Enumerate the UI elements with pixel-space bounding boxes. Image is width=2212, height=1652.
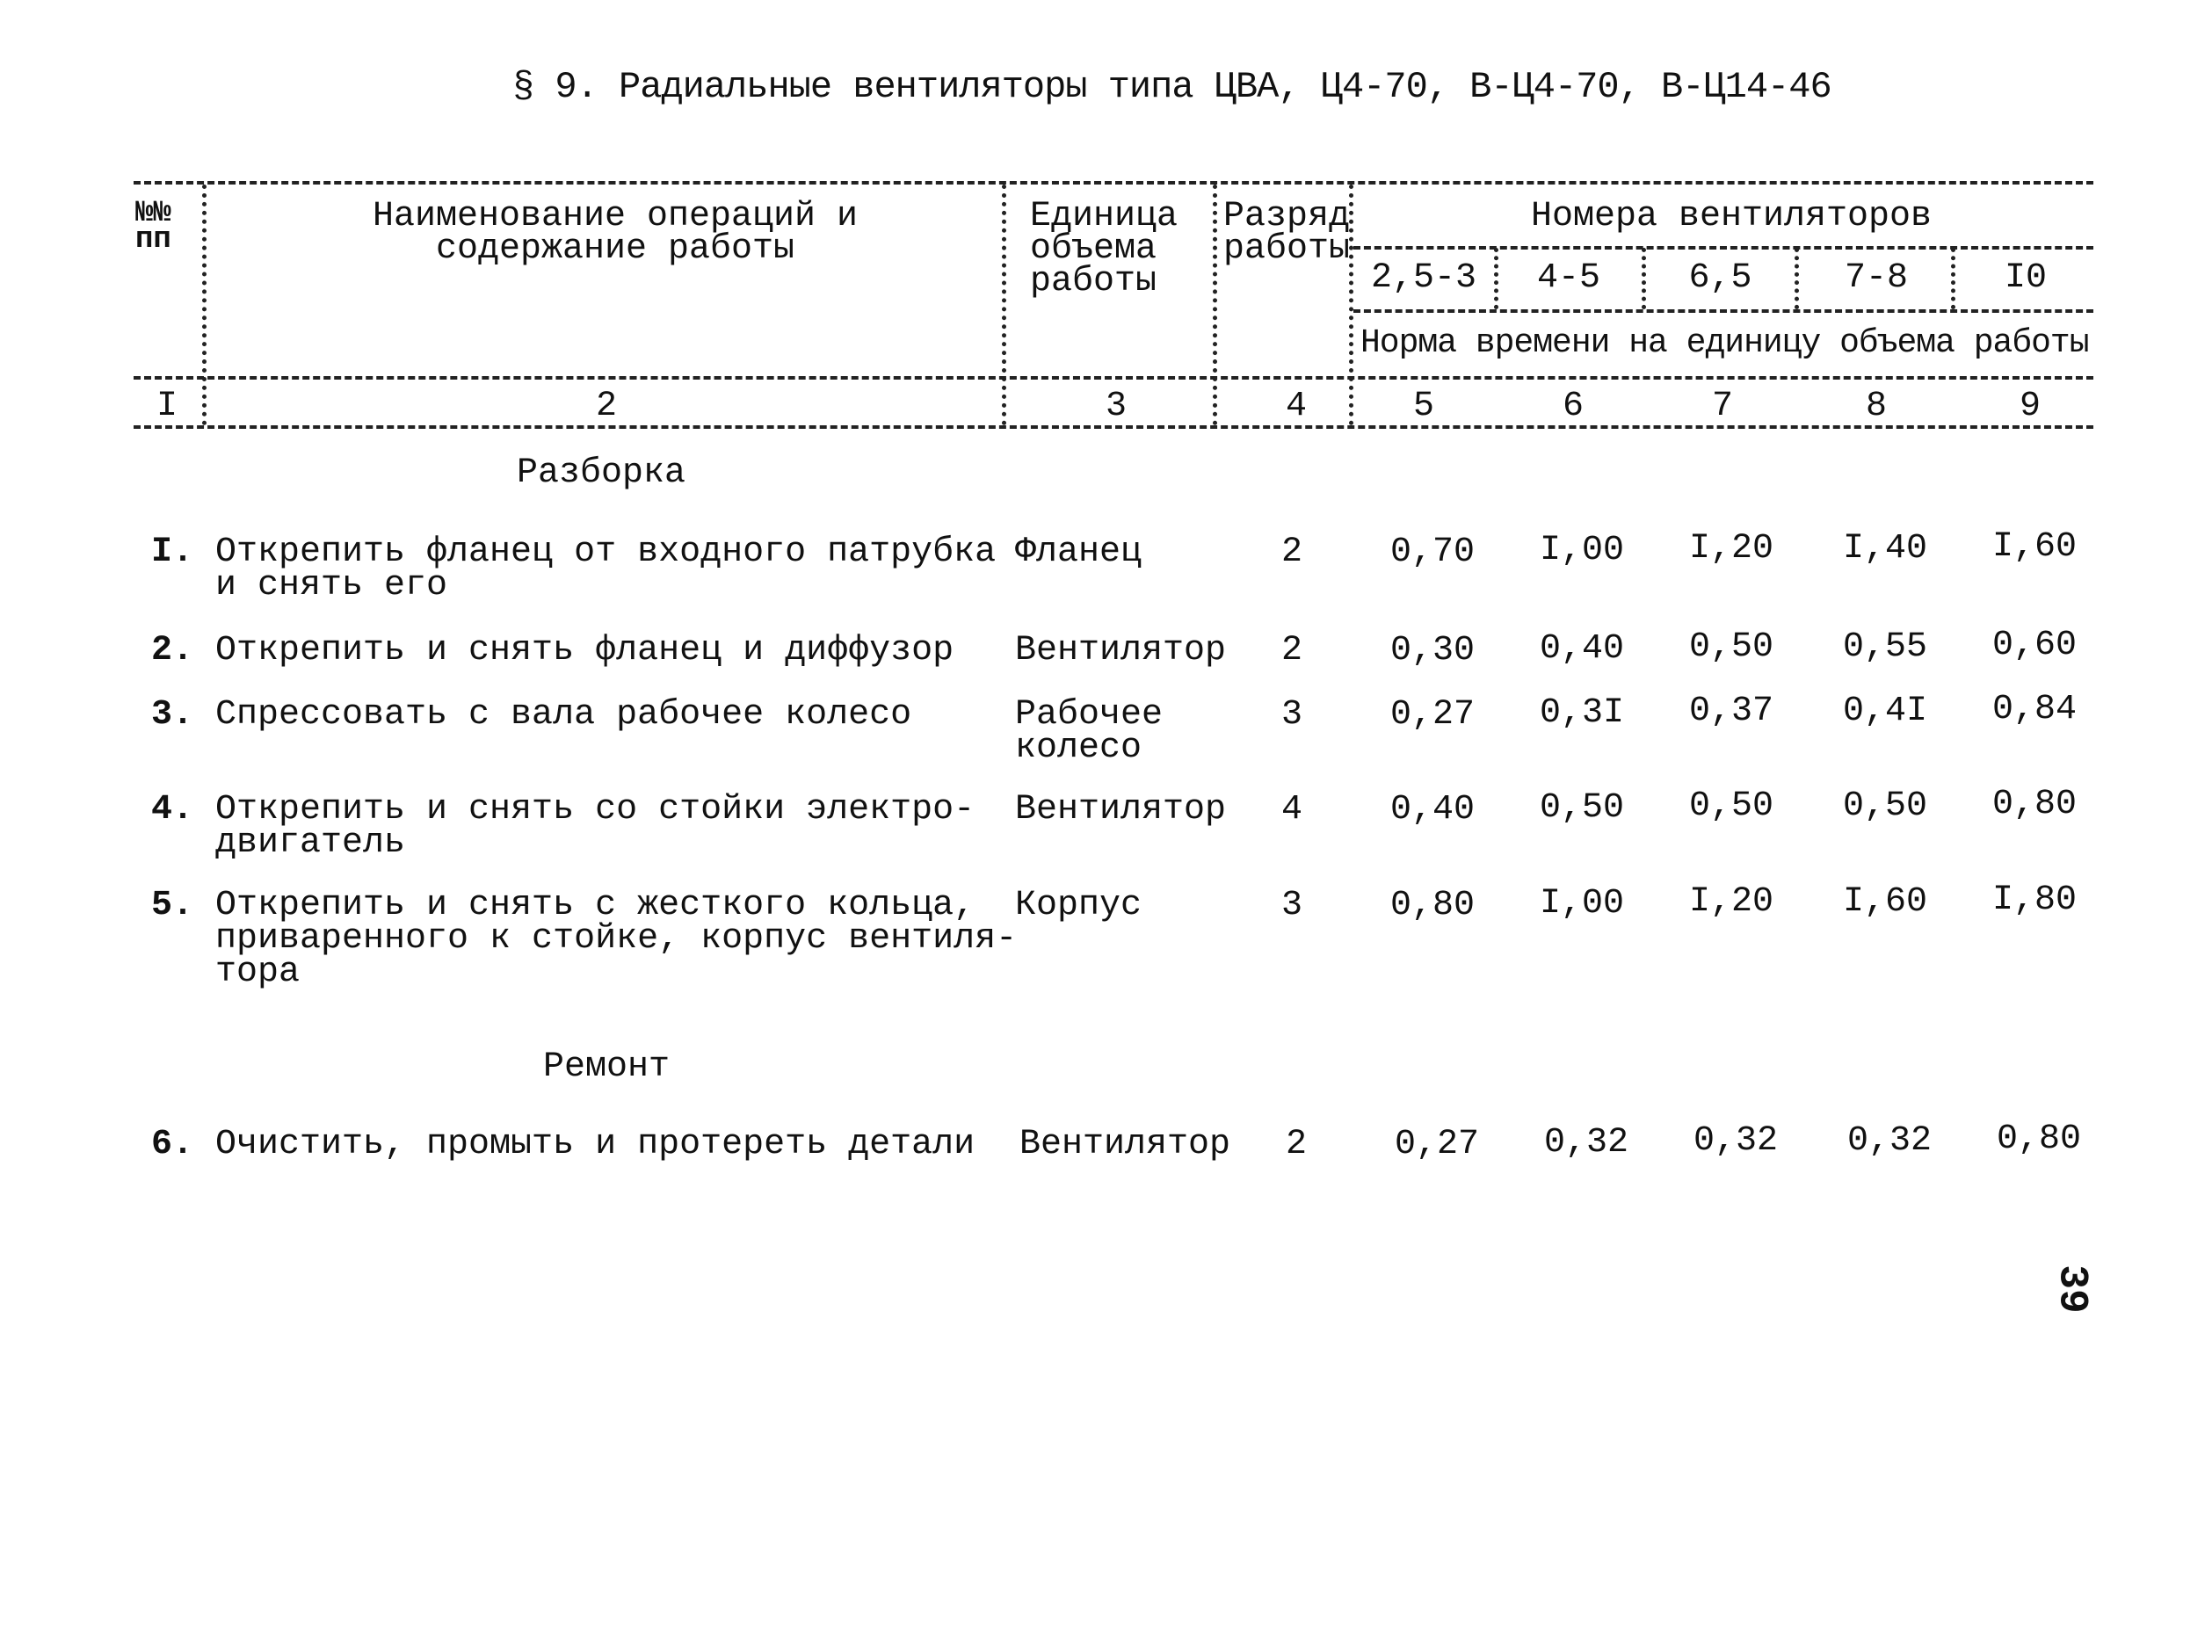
- index-7: 7: [1711, 387, 1733, 426]
- header-fan-1: 2,5-3: [1370, 258, 1477, 298]
- row-3-grade: 3: [1280, 695, 1302, 735]
- row-3-unit-line-2: колесо: [1015, 728, 1142, 768]
- row-3-value-2: 0,3I: [1539, 693, 1624, 733]
- row-4-value-3: 0,50: [1688, 786, 1773, 826]
- index-3: 3: [1105, 387, 1127, 426]
- row-1-value-4: I,40: [1842, 529, 1927, 569]
- header-fan-2: 4-5: [1536, 258, 1600, 298]
- col-separator-5: [1494, 248, 1498, 309]
- row-5-value-3: I,20: [1688, 882, 1773, 922]
- row-6-value-4: 0,32: [1846, 1121, 1932, 1161]
- row-5-name-line-2: приваренного к стойке, корпус вентиля-: [215, 919, 1018, 959]
- index-9: 9: [2019, 387, 2041, 426]
- row-4-grade: 4: [1280, 790, 1302, 830]
- row-3-value-4: 0,4I: [1842, 692, 1927, 731]
- row-4-value-4: 0,50: [1842, 786, 1927, 826]
- section-title-repair: Ремонт: [543, 1047, 671, 1087]
- row-2-value-2: 0,40: [1539, 629, 1624, 669]
- row-4-num: 4.: [151, 790, 194, 830]
- header-num: №№ пп: [135, 197, 171, 257]
- page-number: 39: [2049, 1264, 2095, 1314]
- row-5-grade: 3: [1280, 886, 1302, 925]
- row-6-value-5: 0,80: [1996, 1119, 2081, 1159]
- row-1-grade: 2: [1280, 533, 1302, 572]
- row-2-unit: Вентилятор: [1015, 631, 1227, 670]
- row-3-value-5: 0,84: [1991, 690, 2077, 729]
- row-2-num: 2.: [151, 631, 194, 670]
- section-title-disassembly: Разборка: [517, 453, 686, 493]
- header-bottom-rule: [134, 376, 2093, 380]
- row-1-name-line-1: Открепить фланец от входного патрубка: [215, 533, 997, 572]
- row-1-value-5: I,60: [1991, 527, 2077, 567]
- index-4: 4: [1285, 387, 1307, 426]
- row-2-value-5: 0,60: [1991, 626, 2077, 665]
- row-3-value-3: 0,37: [1688, 692, 1773, 731]
- row-6-grade: 2: [1285, 1125, 1307, 1164]
- row-1-value-3: I,20: [1688, 529, 1773, 569]
- row-6-value-3: 0,32: [1693, 1121, 1778, 1161]
- row-4-value-5: 0,80: [1991, 785, 2077, 824]
- page-title: § 9. Радиальные вентиляторы типа ЦВА, Ц4-70, В-Ц4-70, В-Ц14-46: [512, 66, 1831, 108]
- row-2-value-1: 0,30: [1389, 631, 1475, 670]
- row-5-value-5: I,80: [1991, 880, 2077, 920]
- header-fan-3: 6,5: [1688, 258, 1752, 298]
- col-separator-6: [1642, 248, 1646, 309]
- header-norm: Норма времени на единицу объема работы: [1360, 324, 2089, 362]
- col-separator-8: [1951, 248, 1955, 309]
- col-separator-1: [202, 185, 207, 425]
- row-1-name-line-2: и снять его: [215, 566, 448, 605]
- row-5-num: 5.: [151, 886, 194, 925]
- row-1-value-1: 0,70: [1389, 533, 1475, 572]
- row-4-name-line-2: двигатель: [215, 823, 406, 863]
- row-3-unit-line-1: Рабочее: [1015, 695, 1164, 735]
- row-2-value-3: 0,50: [1688, 627, 1773, 667]
- row-5-value-2: I,00: [1539, 884, 1624, 924]
- row-6-value-2: 0,32: [1543, 1123, 1628, 1163]
- header-fan-5: I0: [2004, 258, 2047, 298]
- row-1-value-2: I,00: [1539, 531, 1624, 570]
- row-6-unit: Вентилятор: [1019, 1125, 1231, 1164]
- header-unit: Единица объема работы: [1030, 197, 1179, 301]
- fans-subheader-rule: [1353, 246, 2093, 250]
- index-6: 6: [1562, 387, 1584, 426]
- table-top-rule: [134, 181, 2093, 185]
- row-6-value-1: 0,27: [1394, 1125, 1479, 1164]
- row-4-value-2: 0,50: [1539, 788, 1624, 828]
- row-2-value-4: 0,55: [1842, 627, 1927, 667]
- header-fan-4: 7-8: [1844, 258, 1908, 298]
- header-fans-group: Номера вентиляторов: [1530, 197, 1933, 236]
- row-4-name-line-1: Открепить и снять со стойки электро-: [215, 790, 975, 830]
- row-3-num: 3.: [151, 695, 194, 735]
- row-3-name-line-1: Спрессовать с вала рабочее колесо: [215, 695, 912, 735]
- col-separator-3: [1213, 185, 1217, 425]
- row-6-name-line-1: Очистить, промыть и протереть детали: [215, 1125, 975, 1164]
- row-5-unit: Корпус: [1015, 886, 1142, 925]
- index-2: 2: [595, 387, 617, 426]
- row-5-value-1: 0,80: [1389, 886, 1475, 925]
- row-1-num: I.: [151, 533, 194, 572]
- row-5-name-line-1: Открепить и снять с жесткого кольца,: [215, 886, 975, 925]
- row-4-unit: Вентилятор: [1015, 790, 1227, 830]
- row-5-name-line-3: тора: [215, 953, 301, 992]
- row-1-unit: Фланец: [1015, 533, 1142, 572]
- row-5-value-4: I,60: [1842, 882, 1927, 922]
- index-1: I: [156, 387, 178, 426]
- row-4-value-1: 0,40: [1389, 790, 1475, 830]
- index-5: 5: [1412, 387, 1434, 426]
- row-2-grade: 2: [1280, 631, 1302, 670]
- header-grade: Разряд работы: [1223, 197, 1351, 269]
- row-6-num: 6.: [151, 1125, 194, 1164]
- col-separator-2: [1002, 185, 1006, 425]
- header-name: Наименование операций и содержание работы: [372, 197, 859, 269]
- index-8: 8: [1865, 387, 1887, 426]
- col-separator-7: [1795, 248, 1799, 309]
- row-2-name-line-1: Открепить и снять фланец и диффузор: [215, 631, 954, 670]
- norm-subheader-rule: [1353, 309, 2093, 313]
- row-3-value-1: 0,27: [1389, 695, 1475, 735]
